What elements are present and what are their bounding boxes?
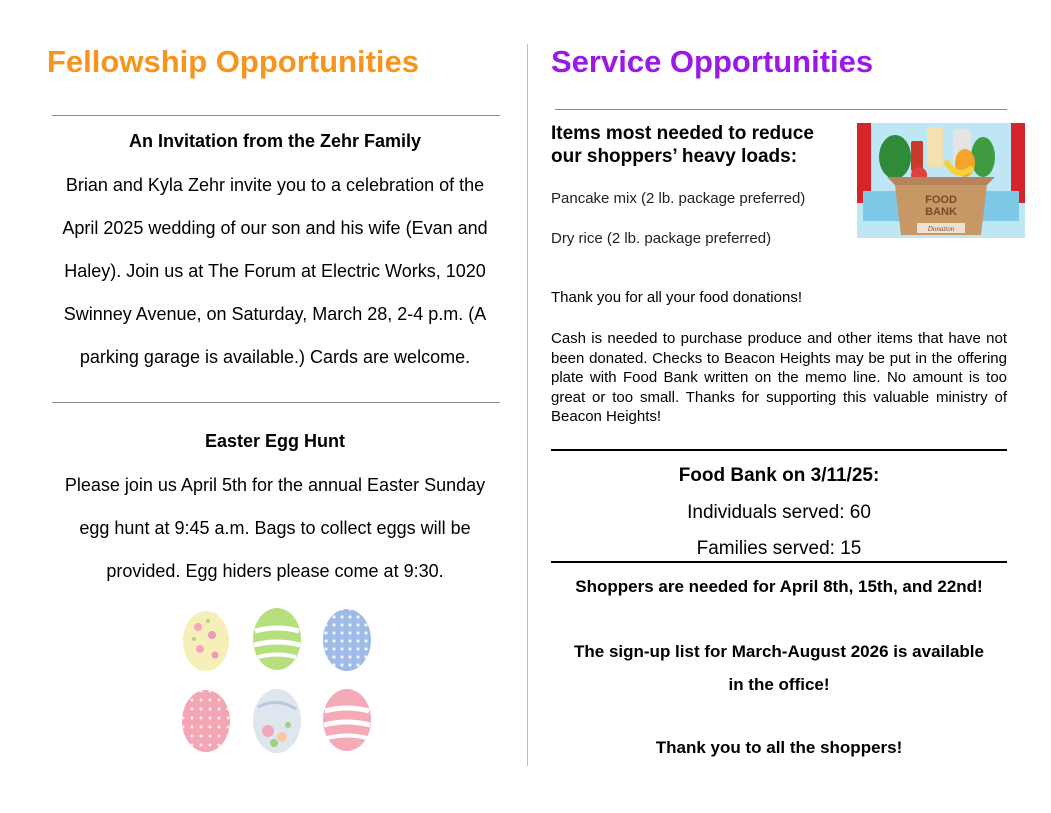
egg-icon [253, 608, 301, 670]
box-label: FOOD [925, 194, 957, 206]
egg-hunt-line: Please join us April 5th for the annual Easter Sunday [64, 475, 486, 495]
egg-icon [253, 689, 301, 753]
food-bank-box-image [857, 123, 1025, 238]
box-tag: Donation [927, 225, 955, 233]
items-needed-title-line: Items most needed to reduce [551, 123, 814, 144]
invitation-line: parking garage is available.) Cards are welcome. [79, 347, 471, 367]
egg-hunt-title: Easter Egg Hunt [204, 431, 346, 451]
section-divider [555, 109, 1007, 110]
box-label: BANK [925, 206, 957, 218]
needed-item: Dry rice (2 lb. package preferred) [551, 230, 772, 247]
egg-hunt-line: provided. Egg hiders please come at 9:30. [106, 561, 444, 581]
donation-thanks: Thank you for all your food donations! [551, 289, 802, 306]
egg-icon [182, 690, 230, 752]
needed-item: Pancake mix (2 lb. package preferred) [551, 190, 806, 207]
egg-icon [183, 611, 229, 671]
thank-shoppers-notice: Thank you to all the shoppers! [655, 738, 903, 757]
egg-hunt-section [50, 429, 500, 593]
cash-needed-paragraph: Cash is needed to purchase produce and other items that have not been donated. Checks to Beacon Heights may be put in the offering plate with Food Bank written on the memo line. No amount is too great or too small. Thanks for supporting this valuable ministry of Beacon Heights! [551, 330, 1007, 425]
egg-icon [323, 609, 371, 671]
shoppers-needed-notice: Shoppers are needed for April 8th, 15th, and 22nd! [575, 577, 983, 596]
signup-notice [551, 635, 1007, 701]
invitation-title: An Invitation from the Zehr Family [128, 131, 422, 151]
signup-notice-line: The sign-up list for March-August 2026 is available [574, 642, 984, 661]
signup-notice-line: in the office! [728, 675, 830, 694]
invitation-line: April 2025 wedding of our son and his wife (Evan and [62, 218, 488, 238]
fellowship-heading: Fellowship Opportunities [47, 44, 419, 79]
invitation-line: Swinney Avenue, on Saturday, March 28, 2-4 p.m. (A [63, 304, 487, 324]
food-bank-stats-title: Food Bank on 3/11/25: [678, 465, 880, 486]
easter-eggs-image [170, 597, 384, 767]
items-needed-title [551, 122, 851, 168]
egg-hunt-line: egg hunt at 9:45 a.m. Bags to collect eggs will be [79, 518, 471, 538]
column-divider [527, 44, 528, 766]
invitation-section [50, 129, 500, 379]
egg-icon [323, 689, 371, 751]
families-served: Families served: 15 [696, 538, 862, 559]
section-divider [52, 115, 500, 116]
section-divider [551, 449, 1007, 451]
section-divider [551, 561, 1007, 563]
individuals-served: Individuals served: 60 [687, 502, 871, 523]
invitation-line: Brian and Kyla Zehr invite you to a celebration of the [65, 175, 485, 195]
items-needed-title-line: our shoppers’ heavy loads: [551, 146, 798, 167]
section-divider [52, 402, 500, 403]
service-heading: Service Opportunities [551, 44, 874, 79]
invitation-line: Haley). Join us at The Forum at Electric Works, 1020 [64, 261, 486, 281]
